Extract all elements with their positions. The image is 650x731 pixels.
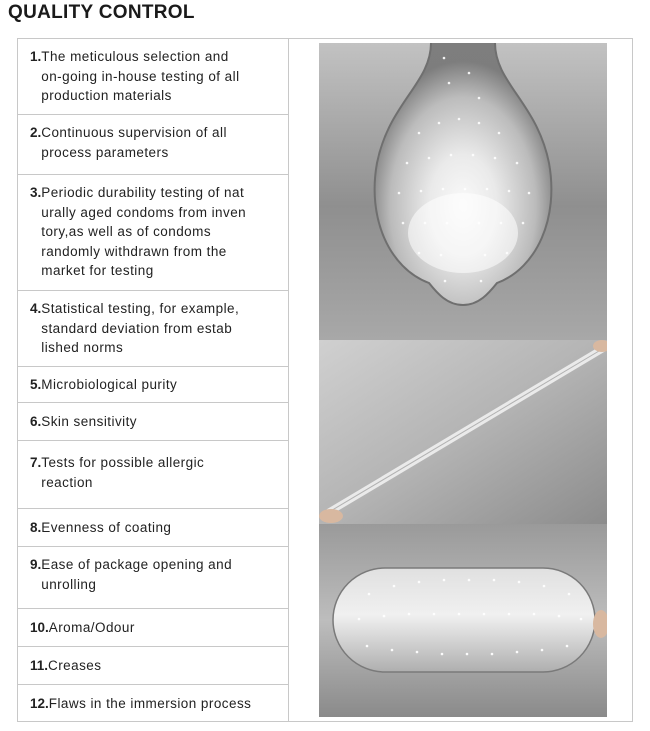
photo-inflated-drop bbox=[319, 43, 607, 340]
item-number: 7. bbox=[30, 455, 42, 470]
quality-table bbox=[17, 38, 633, 722]
item-number: 2. bbox=[30, 125, 42, 140]
item-number: 4. bbox=[30, 301, 42, 316]
list-item bbox=[18, 547, 288, 609]
item-number: 1. bbox=[30, 49, 42, 64]
photo-stretched bbox=[319, 340, 607, 524]
item-number: 9. bbox=[30, 557, 42, 572]
list-item bbox=[18, 647, 288, 685]
item-text: Ease of package opening and unrolling bbox=[41, 557, 233, 592]
quality-list bbox=[18, 39, 289, 721]
item-text: Microbiological purity bbox=[41, 376, 178, 392]
list-item bbox=[18, 609, 288, 647]
item-number: 8. bbox=[30, 519, 42, 535]
item-text: Evenness of coating bbox=[41, 519, 172, 535]
item-text: Continuous supervision of all process parameters bbox=[41, 125, 227, 160]
list-item bbox=[18, 403, 288, 441]
list-item bbox=[18, 291, 288, 367]
list-item bbox=[18, 115, 288, 175]
item-text: Aroma/Odour bbox=[48, 619, 135, 635]
item-number: 11. bbox=[30, 657, 49, 673]
page-title: QUALITY CONTROL bbox=[8, 2, 195, 23]
list-item bbox=[18, 367, 288, 403]
list-item bbox=[18, 39, 288, 115]
list-item bbox=[18, 685, 288, 723]
item-text: Periodic durability testing of nat urally aged condoms from inven tory,as well as of condoms randomly withdrawn from the market for testing bbox=[41, 185, 247, 278]
item-number: 6. bbox=[30, 413, 42, 429]
item-number: 12. bbox=[30, 696, 49, 712]
photo-inflated-oblong bbox=[319, 524, 607, 717]
item-number: 10. bbox=[30, 619, 49, 635]
item-number: 3. bbox=[30, 185, 42, 200]
item-text: Skin sensitivity bbox=[41, 413, 137, 429]
item-text: Flaws in the immersion process bbox=[48, 696, 252, 712]
item-text: Creases bbox=[48, 657, 102, 673]
item-text: Tests for possible allergic reaction bbox=[41, 455, 205, 490]
item-number: 5. bbox=[30, 376, 42, 392]
list-item bbox=[18, 441, 288, 509]
list-item bbox=[18, 509, 288, 547]
item-text: The meticulous selection and on-going in-house testing of all production materials bbox=[41, 49, 240, 103]
list-item bbox=[18, 175, 288, 291]
item-text: Statistical testing, for example, standard deviation from estab lished norms bbox=[41, 301, 240, 355]
